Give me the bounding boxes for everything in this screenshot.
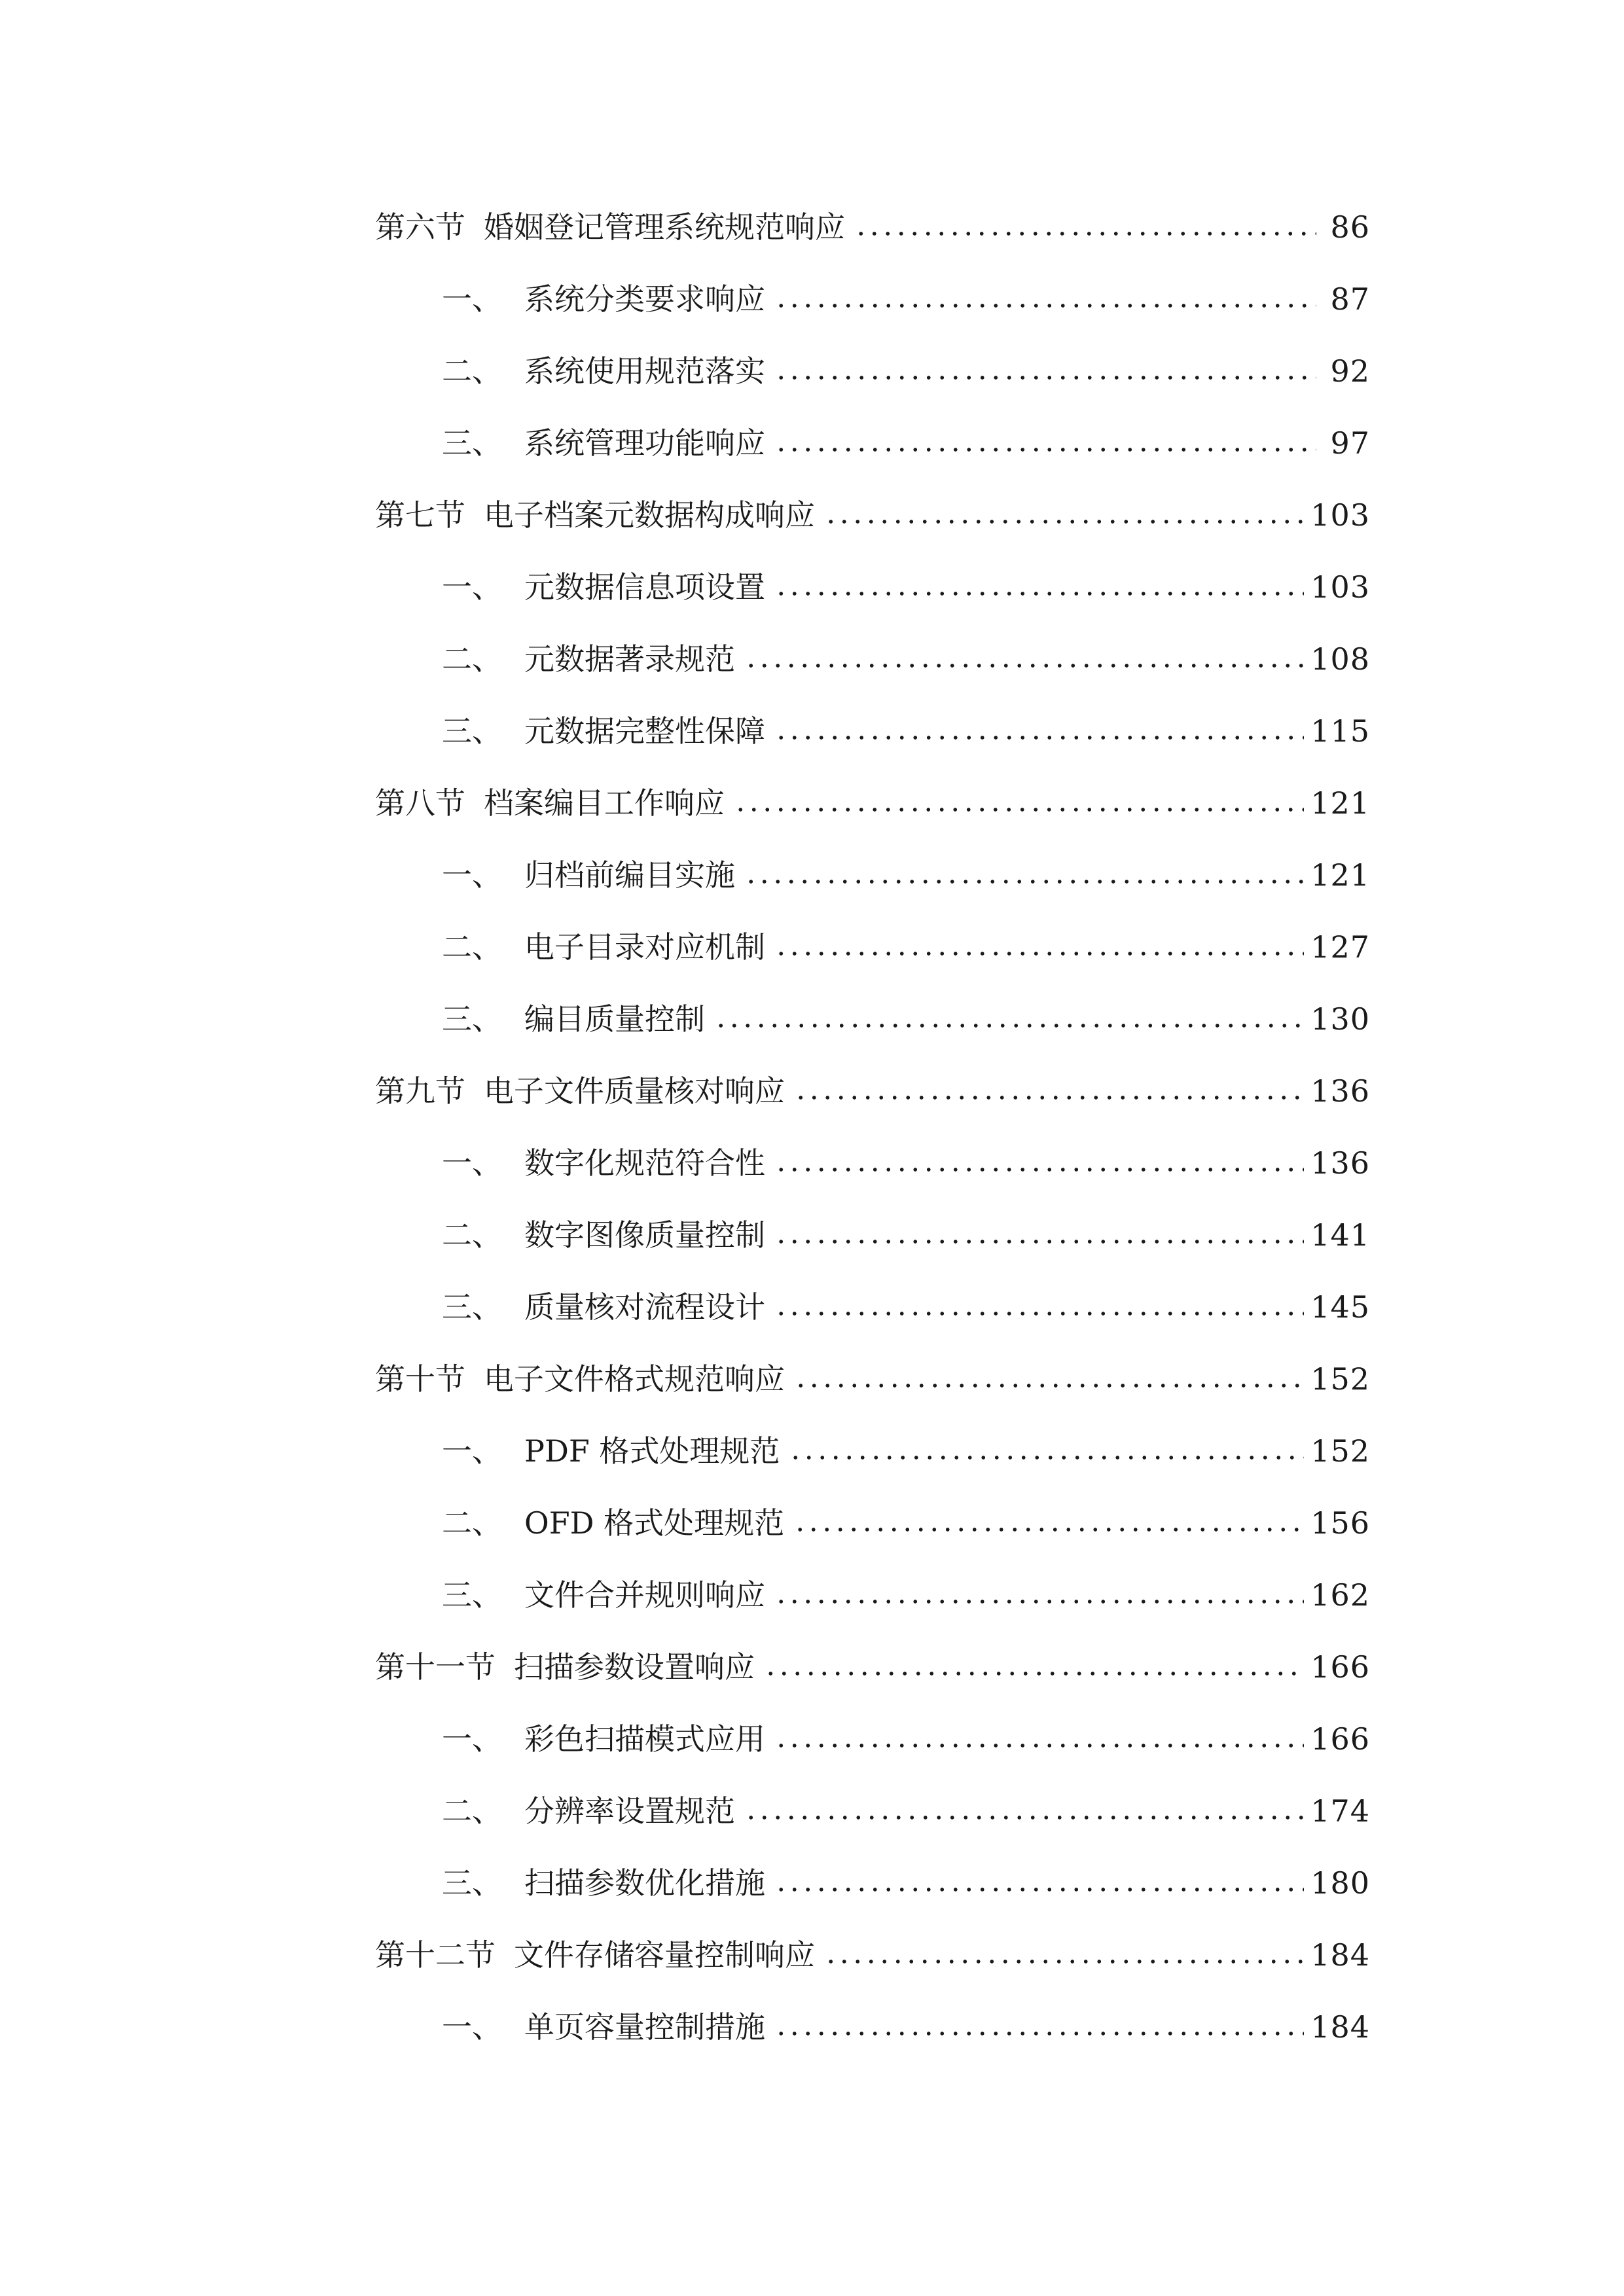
toc-section-entry: [375, 1919, 1370, 1991]
toc-entry-page-number: 108: [1310, 641, 1370, 677]
toc-entry-marker: 第七节: [375, 497, 465, 533]
toc-entry-page-number: 86: [1330, 209, 1370, 245]
toc-entry-title: 单页容量控制措施: [524, 2009, 765, 2045]
toc-entry-label: [375, 1073, 785, 1109]
toc-subsection-entry: [375, 1415, 1370, 1487]
dot-leader: [824, 518, 1304, 525]
toc-subsection-entry: [375, 335, 1370, 407]
dot-leader: [774, 590, 1304, 597]
toc-entry-page-number: 130: [1310, 1001, 1370, 1037]
toc-entry-label: [375, 425, 765, 461]
toc-subsection-entry: [375, 1847, 1370, 1919]
toc-entry-marker: 三、: [442, 1577, 502, 1613]
toc-subsection-entry: [375, 1199, 1370, 1271]
dot-leader: [774, 950, 1304, 957]
toc-entry-page-number: 115: [1310, 713, 1370, 749]
toc-entry-title: 扫描参数优化措施: [524, 1865, 765, 1901]
dot-leader: [794, 1382, 1304, 1389]
toc-entry-page-number: 103: [1310, 497, 1370, 533]
toc-entry-page-number: 180: [1310, 1865, 1370, 1901]
toc-subsection-entry: [375, 695, 1370, 767]
toc-entry-title: 系统分类要求响应: [524, 281, 765, 317]
toc-entry-title: 彩色扫描模式应用: [524, 1721, 765, 1757]
toc-entry-page-number: 166: [1310, 1721, 1370, 1757]
toc-entry-page-number: 121: [1310, 785, 1370, 821]
toc-subsection-entry: [375, 1559, 1370, 1631]
dot-leader: [714, 1022, 1304, 1029]
toc-subsection-entry: [375, 911, 1370, 983]
toc-entry-label: [375, 1793, 735, 1829]
toc-entry-label: [375, 929, 765, 965]
toc-entry-marker: 一、: [442, 1433, 502, 1469]
toc-entry-label: [375, 1217, 765, 1253]
toc-entry-title: 分辨率设置规范: [524, 1793, 735, 1829]
toc-entry-title: 婚姻登记管理系统规范响应: [484, 209, 845, 245]
toc-entry-label: [375, 713, 765, 749]
toc-subsection-entry: [375, 1127, 1370, 1199]
toc-entry-marker: 二、: [442, 641, 502, 677]
toc-entry-title: 元数据著录规范: [524, 641, 735, 677]
dot-leader: [774, 302, 1316, 309]
toc-entry-page-number: 162: [1310, 1577, 1370, 1613]
toc-entry-marker: 二、: [442, 1217, 502, 1253]
toc-entry-label: [375, 497, 815, 533]
toc-entry-marker: 第六节: [375, 209, 465, 245]
dot-leader: [854, 230, 1316, 237]
toc-subsection-entry: [375, 623, 1370, 695]
toc-entry-marker: 二、: [442, 1793, 502, 1829]
toc-section-entry: [375, 479, 1370, 551]
toc-entry-title: 数字化规范符合性: [524, 1145, 765, 1181]
toc-entry-marker: 三、: [442, 1865, 502, 1901]
toc-entry-title: 电子文件格式规范响应: [484, 1361, 785, 1397]
toc-section-entry: [375, 191, 1370, 263]
toc-entry-title: 扫描参数设置响应: [514, 1649, 755, 1685]
toc-entry-page-number: 87: [1330, 281, 1370, 317]
toc-entry-label: [375, 1865, 765, 1901]
toc-entry-label: [375, 785, 725, 821]
toc-entry-page-number: 184: [1310, 1937, 1370, 1973]
toc-subsection-entry: [375, 263, 1370, 335]
toc-entry-page-number: 145: [1310, 1289, 1370, 1325]
toc-entry-label: [375, 281, 765, 317]
toc-entry-label: [375, 1505, 785, 1541]
toc-entry-label: [375, 1289, 765, 1325]
toc-section-entry: [375, 767, 1370, 839]
toc-entry-page-number: 174: [1310, 1793, 1370, 1829]
toc-subsection-entry: [375, 1775, 1370, 1847]
toc-section-entry: [375, 1343, 1370, 1415]
toc-entry-page-number: 141: [1310, 1217, 1370, 1253]
toc-entry-marker: 三、: [442, 713, 502, 749]
dot-leader: [774, 2030, 1304, 2037]
toc-subsection-entry: [375, 1703, 1370, 1775]
toc-entry-label: [375, 1937, 815, 1973]
toc-entry-page-number: 184: [1310, 2009, 1370, 2045]
toc-subsection-entry: [375, 1991, 1370, 2063]
dot-leader: [774, 1886, 1304, 1893]
toc-entry-title: 电子档案元数据构成响应: [484, 497, 815, 533]
toc-subsection-entry: [375, 407, 1370, 479]
toc-entry-label: [375, 1433, 780, 1469]
toc-entry-label: [375, 353, 765, 389]
toc-entry-label: [375, 1721, 765, 1757]
toc-entry-label: [375, 1649, 755, 1685]
toc-subsection-entry: [375, 551, 1370, 623]
toc-entry-marker: 二、: [442, 929, 502, 965]
toc-entry-label: [375, 857, 735, 893]
toc-entry-label: [375, 209, 845, 245]
dot-leader: [734, 806, 1304, 813]
toc-entry-marker: 一、: [442, 857, 502, 893]
dot-leader: [774, 446, 1316, 453]
dot-leader: [774, 1742, 1304, 1749]
toc-entry-marker: 第八节: [375, 785, 465, 821]
toc-entry-page-number: 152: [1310, 1361, 1370, 1397]
toc-subsection-entry: [375, 1271, 1370, 1343]
toc-entry-page-number: 92: [1330, 353, 1370, 389]
toc-entry-page-number: 103: [1310, 569, 1370, 605]
toc-entry-marker: 一、: [442, 569, 502, 605]
toc-entry-title: 质量核对流程设计: [524, 1289, 765, 1325]
toc-entry-marker: 二、: [442, 353, 502, 389]
table-of-contents: [375, 191, 1370, 2063]
toc-entry-marker: 一、: [442, 2009, 502, 2045]
toc-entry-label: [375, 1145, 765, 1181]
dot-leader: [744, 1814, 1304, 1821]
dot-leader: [824, 1958, 1304, 1965]
toc-entry-title: 系统使用规范落实: [524, 353, 765, 389]
toc-entry-title: 元数据信息项设置: [524, 569, 765, 605]
toc-entry-title: 编目质量控制: [524, 1001, 705, 1037]
toc-entry-marker: 第九节: [375, 1073, 465, 1109]
toc-entry-page-number: 152: [1310, 1433, 1370, 1469]
toc-entry-marker: 三、: [442, 1289, 502, 1325]
toc-entry-marker: 三、: [442, 1001, 502, 1037]
toc-entry-title: 元数据完整性保障: [524, 713, 765, 749]
toc-subsection-entry: [375, 1487, 1370, 1559]
toc-entry-title: 归档前编目实施: [524, 857, 735, 893]
toc-entry-page-number: 136: [1310, 1145, 1370, 1181]
toc-entry-page-number: 127: [1310, 929, 1370, 965]
dot-leader: [744, 878, 1304, 885]
toc-entry-title: 电子文件质量核对响应: [484, 1073, 785, 1109]
dot-leader: [774, 1238, 1304, 1245]
toc-entry-label: [375, 2009, 765, 2045]
dot-leader: [774, 734, 1304, 741]
toc-entry-marker: 一、: [442, 1721, 502, 1757]
toc-entry-title: PDF 格式处理规范: [524, 1433, 780, 1469]
toc-entry-marker: 第十一节: [375, 1649, 496, 1685]
toc-entry-marker: 第十节: [375, 1361, 465, 1397]
dot-leader: [764, 1670, 1304, 1677]
dot-leader: [744, 662, 1304, 669]
dot-leader: [794, 1094, 1304, 1101]
toc-entry-marker: 三、: [442, 425, 502, 461]
toc-entry-page-number: 121: [1310, 857, 1370, 893]
dot-leader: [774, 374, 1316, 381]
toc-entry-page-number: 97: [1330, 425, 1370, 461]
toc-entry-title: 数字图像质量控制: [524, 1217, 765, 1253]
toc-subsection-entry: [375, 983, 1370, 1055]
toc-entry-page-number: 156: [1310, 1505, 1370, 1541]
dot-leader: [774, 1166, 1304, 1173]
dot-leader: [789, 1454, 1304, 1461]
toc-entry-title: 系统管理功能响应: [524, 425, 765, 461]
toc-entry-page-number: 166: [1310, 1649, 1370, 1685]
toc-entry-page-number: 136: [1310, 1073, 1370, 1109]
toc-entry-marker: 一、: [442, 281, 502, 317]
toc-entry-label: [375, 1577, 765, 1613]
toc-entry-title: 文件存储容量控制响应: [514, 1937, 815, 1973]
dot-leader: [793, 1526, 1304, 1533]
dot-leader: [774, 1310, 1304, 1317]
toc-subsection-entry: [375, 839, 1370, 911]
toc-entry-label: [375, 641, 735, 677]
toc-entry-title: 档案编目工作响应: [484, 785, 725, 821]
toc-entry-label: [375, 1001, 705, 1037]
toc-entry-title: OFD 格式处理规范: [524, 1505, 785, 1541]
toc-entry-label: [375, 1361, 785, 1397]
toc-entry-label: [375, 569, 765, 605]
dot-leader: [774, 1598, 1304, 1605]
toc-entry-marker: 一、: [442, 1145, 502, 1181]
toc-entry-marker: 二、: [442, 1505, 502, 1541]
toc-entry-marker: 第十二节: [375, 1937, 496, 1973]
toc-entry-title: 文件合并规则响应: [524, 1577, 765, 1613]
toc-section-entry: [375, 1631, 1370, 1703]
toc-entry-title: 电子目录对应机制: [524, 929, 765, 965]
toc-section-entry: [375, 1055, 1370, 1127]
